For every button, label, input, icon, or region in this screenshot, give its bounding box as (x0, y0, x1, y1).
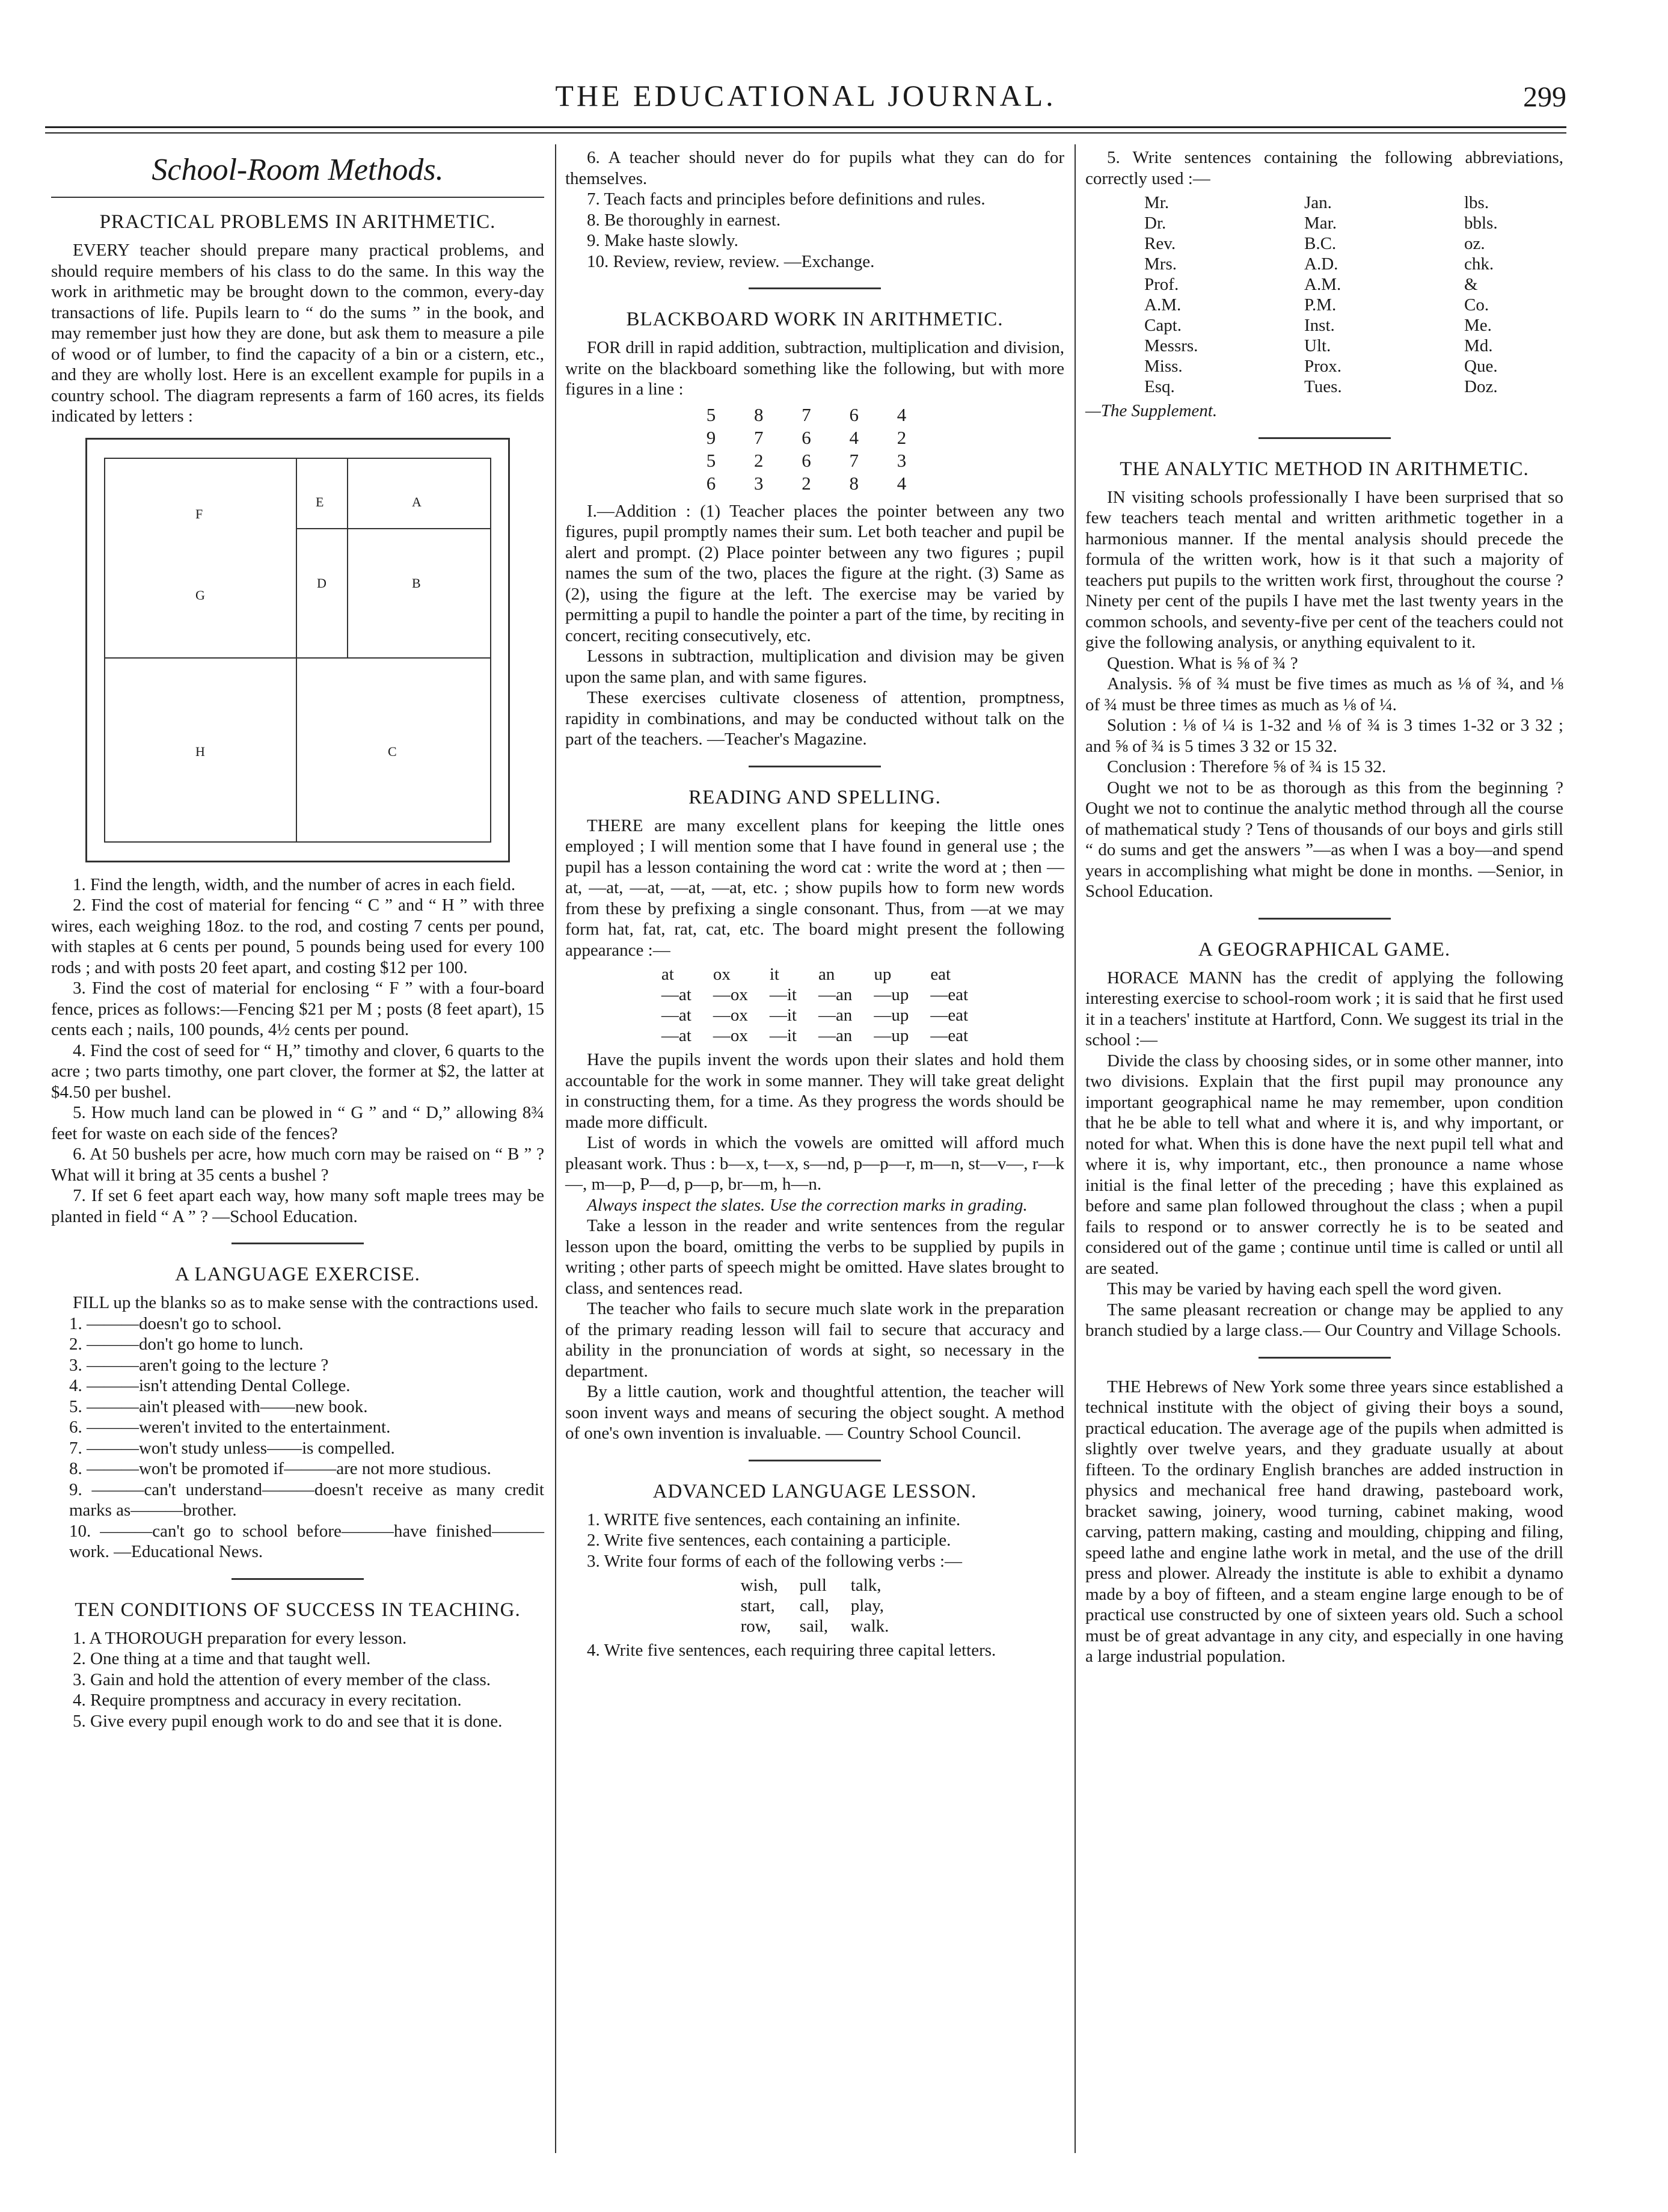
farm-diagram (85, 438, 510, 862)
table-cell: —ox (713, 985, 748, 1004)
table-row (1133, 376, 1509, 397)
table-row (730, 1616, 900, 1636)
table-cell: lbs. (1464, 193, 1489, 212)
table-cell: P.M. (1304, 295, 1337, 315)
table-cell: Esq. (1144, 377, 1175, 396)
article-paragraph: These exercises cultivate closeness of attention, promptness, rapidity in combinations, and may be conducted without talk on the part of the teachers. —Teacher's Magazine. (565, 688, 1064, 749)
table-cell: sail, (799, 1617, 829, 1636)
table-cell: A.D. (1304, 254, 1338, 274)
table-cell: talk, (850, 1576, 882, 1595)
field-label: E (316, 494, 324, 509)
table-cell: start, (740, 1596, 775, 1615)
table-row (1133, 315, 1509, 336)
list-item: 7. Teach facts and principles before definitions and rules. (587, 189, 986, 209)
article-paragraph: IN visiting schools professionally I have been surprised that so few teachers teach mental and written arithmetic together in a harmonious manner. If the mental analysis should precede the formula of the written work, how is it that such a majority of teachers put pupils to the written work first, throughout the course ? Ninety per cent of the pupils I have met the last twenty years in the common schools, and seventy-five per cent of the teachers could not give the following analysis, or anything equivalent to it. (1085, 487, 1563, 652)
table-cell: Ult. (1304, 336, 1331, 355)
table-cell: wish, (740, 1576, 778, 1595)
number-row: 6 3 2 8 4 (706, 472, 924, 494)
table-row (651, 1025, 979, 1046)
article-paragraph: Divide the class by choosing sides, or in some other manner, into two divisions. Explain that the first pupil may pronounce any important geographical name he may remember, upon condition that he be able to tell what and where it is, and why important, or noted for what. When this is done have the next pupil tell what and where it is, why important, etc., then pronounce a name whose initial is the final letter of the preceding ; have this explained as before and same plan followed throughout the class ; when a pupil fails to respond or to answer correctly he is to be seated and considered out of the game ; continue until time is called or until all are seated. (1085, 1051, 1563, 1278)
list-item: 6. ———weren't invited to the entertainment. (69, 1418, 391, 1437)
article-paragraph: Question. What is ⅝ of ¾ ? (1107, 653, 1298, 673)
list-item: 2. ———don't go home to lunch. (69, 1335, 304, 1354)
section-divider (1259, 918, 1391, 920)
article-paragraph: Solution : ⅛ of ¼ is 1-32 and ⅛ of ¾ is 3 times 1-32 or 3 32 ; and ⅝ of ¾ is 5 times 3 32 or 15 32. (1085, 716, 1563, 756)
farm-boundary (104, 458, 491, 843)
table-cell: —at (661, 1006, 691, 1025)
list-item: 3. Gain and hold the attention of every member of the class. (73, 1670, 491, 1689)
heading-rule (51, 197, 544, 198)
table-cell: —ox (713, 1006, 748, 1025)
table-cell: Mrs. (1144, 254, 1177, 274)
list-item: 8. Be thoroughly in earnest. (587, 210, 781, 230)
table-row (1133, 254, 1509, 274)
list-item: 3. Find the cost of material for enclosing “ F ” with a four-board fence, prices as follows:—Fencing $21 per M ; posts (8 feet apart), 15 cents each ; nails, 100 pounds, 4½ cents per pound. (51, 979, 544, 1039)
table-cell: ox (713, 965, 731, 984)
article-title: TEN CONDITIONS OF SUCCESS IN TEACHING. (75, 1599, 521, 1621)
table-cell: —eat (930, 1006, 969, 1025)
section-divider (749, 1460, 881, 1461)
list-item: 1. WRITE five sentences, each containing an infinite. (587, 1510, 961, 1529)
number-row: 9 7 6 4 2 (706, 426, 924, 448)
table-cell: Jan. (1304, 193, 1332, 212)
list-item: 6. A teacher should never do for pupils what they can do for themselves. (565, 148, 1064, 188)
list-item: 4. Find the cost of seed for “ H,” timothy and clover, 6 quarts to the acre ; two parts timothy, one part clover, the former at $2, the latter at $4.50 per bushel. (51, 1040, 544, 1102)
section-divider (231, 1578, 364, 1580)
table-cell: up (874, 965, 892, 984)
article-title: A GEOGRAPHICAL GAME. (1198, 938, 1451, 960)
article-title: ADVANCED LANGUAGE LESSON. (652, 1480, 977, 1502)
field-label: H (195, 743, 205, 759)
article-paragraph: Lessons in subtraction, multiplication and division may be given upon the same plan, and with same figures. (565, 647, 1064, 687)
section-divider (1259, 437, 1391, 439)
table-row (1133, 192, 1509, 213)
article-paragraph: THE Hebrews of New York some three years since established a technical institute with the object of giving their boys a sound, practical education. The average age of the pupils when admitted is slightly over twelve years, and they graduate usually at about fifteen. To the ordinary English branches are added instruction in physics and mechanical free hand drawing, pasteboard work, bracket sawing, joinery, wood turning, cabinet making, wood carving, pattern making, casting and moulding, chipping and filing, speed lathe and engine lathe work in metal, and the use of the drill press and plower. Already the institute is able to exhibit a dynamo made by a boy of fifteen, and a steam engine large enough to be of practical use constructed by one of sixteen years old. Such a school must be of great advantage in any city, and especially in one having a large industrial population. (1085, 1377, 1563, 1666)
table-cell: an (818, 965, 835, 984)
column-3 (1085, 147, 1563, 1667)
table-cell: bbls. (1464, 214, 1498, 233)
list-item: 3. Write four forms of each of the following verbs :— (587, 1551, 963, 1571)
article-paragraph: Conclusion : Therefore ⅝ of ¾ is 15 32. (1107, 757, 1387, 776)
article-paragraph: The teacher who fails to secure much slate work in the preparation of the primary reading lesson will fail to secure that accuracy and ability in the pronunciation of words at sight, so necessary in the department. (565, 1299, 1064, 1381)
article-paragraph: EVERY teacher should prepare many practical problems, and should require members of his class to do the same. In this way the work in arithmetic may be brought down to the common, every-day transactions of life. Pupils learn to “ do the sums ” in the book, and may remember just how they are done, but ask them to measure a pile of wood or of lumber, to find the capacity of a bin or a cistern, etc., and they are wholly lost. Here is an excellent example for pupils in a country school. The diagram represents a farm of 160 acres, its fields indicated by letters : (51, 241, 544, 426)
field-label: A (412, 494, 422, 509)
field-label: G (195, 587, 205, 603)
list-item: 10. Review, review, review. —Exchange. (587, 251, 875, 271)
table-cell: —an (818, 985, 853, 1004)
list-item: 1. A THOROUGH preparation for every lesson. (73, 1628, 407, 1648)
table-cell: Prof. (1144, 275, 1179, 294)
list-item: 2. Find the cost of material for fencing “ C ” and “ H ” with three wires, each weighing 18oz. to the rod, and costing 7 cents per pound, with staples at 6 cents per pound, 5 pounds being used for every 100 rods ; and with posts 20 feet apart, and costing $12 per 100. (51, 896, 544, 977)
list-item: 5. Write sentences containing the following abbreviations, correctly used :— (1085, 148, 1563, 188)
article-paragraph: Ought we not to be as thorough as this from the beginning ? Ought we not to continue the analytic method through all the course of mathematical study ? Tens of thousands of our boys and girls still “ do sums and get the answers ”—as when I was a boy—and spend years in accomplishing what might be done in months. —Senior, in School Education. (1085, 778, 1563, 901)
table-cell: Dr. (1144, 214, 1167, 233)
list-item: 4. Require promptness and accuracy in every recitation. (73, 1691, 462, 1710)
article-paragraph: FOR drill in rapid addition, subtraction, multiplication and division, write on the blackboard something like the following, but with more figures in a line : (565, 338, 1064, 399)
section-divider (749, 766, 881, 767)
table-cell: Inst. (1304, 316, 1335, 335)
article-paragraph: FILL up the blanks so as to make sense with the contractions used. (73, 1293, 539, 1312)
table-cell: —it (769, 1026, 797, 1045)
table-cell: Md. (1464, 336, 1493, 355)
table-cell: A.M. (1144, 295, 1182, 315)
number-row: 5 8 7 6 4 (706, 404, 924, 425)
section-divider (749, 287, 881, 289)
list-item: 2. One thing at a time and that taught well. (73, 1649, 371, 1668)
table-cell: Messrs. (1144, 336, 1198, 355)
table-cell: row, (740, 1617, 771, 1636)
article-paragraph: Have the pupils invent the words upon their slates and hold them accountable for the work in some manner. They will take great delight in constructing them, for a time. As they progress the words should be made more difficult. (565, 1050, 1064, 1132)
table-cell: Doz. (1464, 377, 1498, 396)
table-cell: —up (874, 985, 909, 1004)
list-item: 7. If set 6 feet apart each way, how many soft maple trees may be planted in field “ A ” ? —School Education. (51, 1186, 544, 1226)
table-cell: Miss. (1144, 357, 1183, 376)
list-item: 7. ———won't study unless——is compelled. (69, 1438, 395, 1458)
table-row (1133, 356, 1509, 376)
table-cell: —it (769, 1006, 797, 1025)
table-cell: Me. (1464, 316, 1492, 335)
field-label: B (412, 575, 421, 591)
table-cell: at (661, 965, 674, 984)
list-item: 5. Give every pupil enough work to do and see that it is done. (73, 1711, 503, 1731)
field-label: D (317, 575, 327, 591)
article-title: BLACKBOARD WORK IN ARITHMETIC. (626, 309, 1004, 330)
journal-page (45, 0, 1566, 2212)
list-item: 2. Write five sentences, each containing a participle. (587, 1531, 951, 1550)
article-paragraph: Take a lesson in the reader and write sentences from the regular lesson upon the board, omitting the verbs to be supplied by pupils in writing ; other parts of speech might be omitted. Have slates brought to class, and sentences read. (565, 1216, 1064, 1298)
table-cell: —an (818, 1006, 853, 1025)
table-cell: pull (799, 1576, 827, 1595)
list-item: 5. ———ain't pleased with——new book. (69, 1396, 368, 1416)
article-paragraph: HORACE MANN has the credit of applying the following interesting exercise to school-room work ; it is said that he first used it in a teachers' institute at Hartford, Conn. We suggest its trial in the school :— (1085, 968, 1563, 1049)
column-divider (555, 144, 556, 2153)
table-cell: —it (769, 985, 797, 1004)
article-paragraph: The same pleasant recreation or change may be applied to any branch studied by a large class.— Our Country and Village Schools. (1085, 1300, 1563, 1340)
table-cell: it (769, 965, 779, 984)
table-cell: call, (799, 1596, 829, 1615)
article-paragraph: I.—Addition : (1) Teacher places the pointer between any two figures, pupil promptly names their sum. Let both teacher and pupil be alert and prompt. (2) Place pointer between any two figures ; pupil names the sum of the two, places the figure at the right. (3) Same as (2), using the figure at the left. The exercise may be varied by permitting a pupil to handle the pointer a part of the time, by reciting in concert, reciting consecutively, etc. (565, 501, 1064, 645)
table-cell: —ox (713, 1026, 748, 1045)
table-cell: Prox. (1304, 357, 1342, 376)
table-row (1133, 213, 1509, 233)
table-row (651, 964, 979, 985)
table-cell: A.M. (1304, 275, 1341, 294)
article-paragraph: By a little caution, work and thoughtful attention, the teacher will soon invent ways and means of securing the object sought. A method of one's own invention is invaluable. — Country School Council. (565, 1382, 1064, 1443)
conditions-list-continued (565, 147, 1064, 272)
list-item: 8. ———won't be promoted if———are not more studious. (69, 1459, 491, 1478)
table-cell: Que. (1464, 357, 1498, 376)
section-divider (1259, 1357, 1391, 1359)
table-cell: Tues. (1304, 377, 1342, 396)
article-paragraph: This may be varied by having each spell the word given. (1107, 1279, 1502, 1298)
section-heading-main: School-Room Methods. (152, 153, 444, 187)
journal-title: THE EDUCATIONAL JOURNAL. (555, 79, 1056, 112)
list-item: 1. Find the length, width, and the number of acres in each field. (73, 874, 516, 894)
column-divider (1075, 144, 1076, 2153)
number-grid (565, 404, 1064, 495)
conditions-list (51, 1628, 544, 1732)
article-title: A LANGUAGE EXERCISE. (175, 1264, 420, 1285)
column-1 (51, 147, 544, 1731)
table-cell: Co. (1464, 295, 1489, 315)
list-item: 6. At 50 bushels per acre, how much corn may be raised on “ B ” ? What will it bring at 35 cents a bushel ? (51, 1144, 544, 1185)
article-paragraph: List of words in which the vowels are omitted will afford much pleasant work. Thus : b—x, t—x, s—nd, p—p—r, m—n, st—v—, r—k—, m—p, P—d, p—p, br—m, h—n. (565, 1133, 1064, 1194)
list-item: 3. ———aren't going to the lecture ? (69, 1355, 329, 1375)
table-row (651, 1005, 979, 1025)
table-row (1133, 233, 1509, 254)
page-number: 299 (1523, 81, 1566, 113)
article-title: THE ANALYTIC METHOD IN ARITHMETIC. (1120, 458, 1529, 480)
table-cell: Rev. (1144, 234, 1176, 253)
table-cell: oz. (1464, 234, 1485, 253)
article-title: READING AND SPELLING. (688, 786, 941, 808)
table-cell: walk. (850, 1617, 889, 1636)
number-row: 5 2 6 7 3 (706, 449, 924, 471)
table-row (730, 1575, 900, 1596)
table-cell: & (1464, 275, 1478, 294)
page-header (45, 78, 1566, 120)
list-item: 9. Make haste slowly. (587, 231, 738, 250)
list-item: 4. Write five sentences, each requiring three capital letters. (587, 1641, 996, 1660)
table-cell: Capt. (1144, 316, 1182, 335)
field-line (296, 459, 297, 841)
word-table (651, 964, 979, 1046)
table-cell: play, (850, 1596, 885, 1615)
table-row (651, 985, 979, 1005)
article-paragraph: Analysis. ⅝ of ¾ must be five times as much as ⅛ of ¾, and ⅛ of ¾ must be three times as much as ⅛ of ¼. (1085, 674, 1563, 714)
table-cell: chk. (1464, 254, 1494, 274)
table-cell: —eat (930, 985, 969, 1004)
verb-table (730, 1575, 900, 1636)
field-label: C (388, 743, 397, 759)
header-rule-thin (45, 132, 1566, 134)
table-row (730, 1596, 900, 1616)
list-item: 5. How much land can be plowed in “ G ” and “ D,” allowing 8¾ feet for waste on each side of the fences? (51, 1103, 544, 1143)
list-item: 9. ———can't understand———doesn't receive as many credit marks as———brother. (69, 1479, 544, 1520)
article-paragraph: Always inspect the slates. Use the correction marks in grading. (587, 1195, 1028, 1215)
table-row (1133, 274, 1509, 295)
header-rule (45, 126, 1566, 128)
field-line (347, 459, 348, 657)
table-cell: —an (818, 1026, 853, 1045)
blank-list (69, 1313, 544, 1562)
table-row (1133, 336, 1509, 356)
column-2 (565, 147, 1064, 1661)
field-line (105, 657, 490, 659)
list-item: 1. ———doesn't go to school. (69, 1313, 282, 1333)
field-line (296, 528, 490, 529)
table-cell: —up (874, 1026, 909, 1045)
table-cell: Mar. (1304, 214, 1337, 233)
field-label: F (195, 506, 203, 521)
article-title: PRACTICAL PROBLEMS IN ARITHMETIC. (99, 211, 496, 233)
table-cell: —at (661, 1026, 691, 1045)
section-divider (231, 1243, 364, 1244)
article-paragraph: THERE are many excellent plans for keeping the little ones employed ; I will mention some that I have found in general use ; the pupil has a lesson containing the word cat : write the word at ; then —at, —at, —at, —at, —at, etc. ; show pupils how to form new words from these by prefixing a single consonant. Thus, from —at we may form hat, fat, rat, cat, etc. The board might present the following appearance :— (565, 816, 1064, 960)
table-cell: —at (661, 985, 691, 1004)
table-cell: B.C. (1304, 234, 1337, 253)
list-item: 10. ———can't go to school before———have finished———work. —Educational News. (69, 1521, 544, 1561)
table-cell: —up (874, 1006, 909, 1025)
abbreviation-table (1133, 192, 1509, 397)
table-cell: Mr. (1144, 193, 1170, 212)
table-cell: eat (930, 965, 951, 984)
source-credit: —The Supplement. (1085, 401, 1218, 420)
table-row (1133, 295, 1509, 315)
list-item: 4. ———isn't attending Dental College. (69, 1376, 351, 1395)
table-cell: —eat (930, 1026, 969, 1045)
problem-list (51, 874, 544, 1227)
